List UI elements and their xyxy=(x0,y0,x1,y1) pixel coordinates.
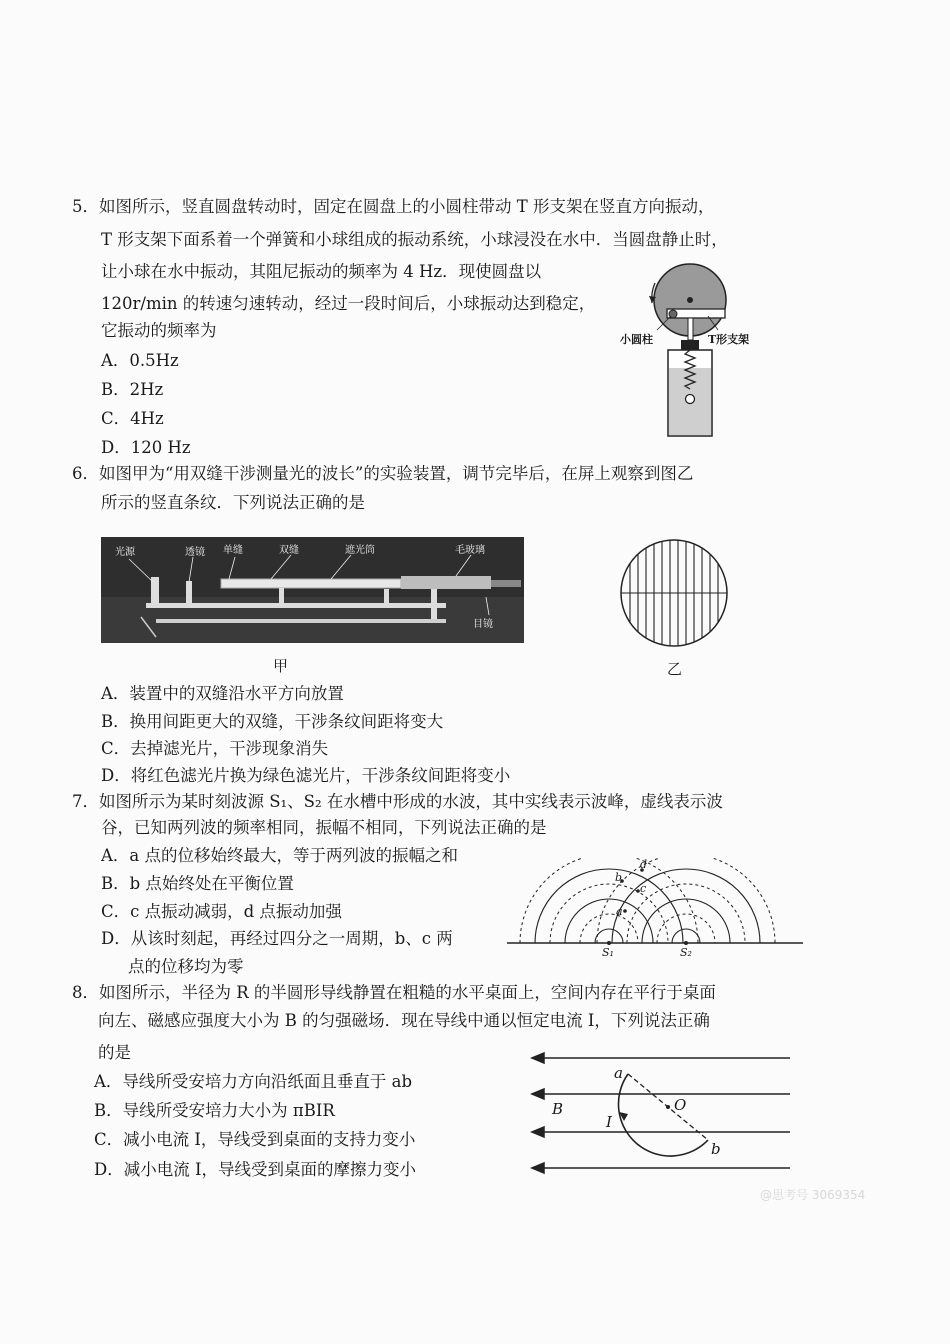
q7-option-b: B．b 点始终处在平衡位置 xyxy=(101,874,294,893)
q5-stem-line1: 5．如图所示，竖直圆盘转动时，固定在圆盘上的小圆柱带动 T 形支架在竖直方向振动， xyxy=(72,197,715,216)
q6-option-b: B．换用间距更大的双缝，干涉条纹间距将变大 xyxy=(101,712,444,731)
q8-label-o: O xyxy=(674,1096,687,1114)
q7-label-s1: S₁ xyxy=(602,946,614,959)
q8-option-c: C．减小电流 I，导线受到桌面的支持力变小 xyxy=(94,1130,416,1149)
q6-option-a: A．装置中的双缝沿水平方向放置 xyxy=(101,684,344,703)
q7-stem-line2: 谷，已知两列波的频率相同，振幅不相同，下列说法正确的是 xyxy=(101,818,547,837)
q7-label-d: d xyxy=(640,858,648,871)
q6-fringe-pattern-figure xyxy=(608,537,742,649)
q6-photo-label-single-slit: 单缝 xyxy=(223,545,243,556)
q7-label-c: c xyxy=(640,882,647,895)
q6-option-d: D．将红色滤光片换为绿色滤光片，干涉条纹间距将变小 xyxy=(101,766,511,785)
q6-photo-label-ground-glass: 毛玻璃 xyxy=(455,545,485,556)
q6-option-c: C．去掉滤光片，干涉现象消失 xyxy=(101,739,329,758)
q7-option-d-continued: 点的位移均为零 xyxy=(128,957,244,976)
q5-disk-apparatus-figure xyxy=(615,258,775,440)
q5-stem-line3: 让小球在水中振动，其阻尼振动的频率为 4 Hz．现使圆盘以 xyxy=(101,262,542,281)
q8-stem-line3: 的是 xyxy=(98,1043,131,1062)
q7-option-d: D．从该时刻起，再经过四分之一周期，b、c 两 xyxy=(101,929,453,948)
q6-stem-line2: 所示的竖直条纹．下列说法正确的是 xyxy=(101,493,365,512)
q6-caption-jia: 甲 xyxy=(273,657,289,675)
q8-label-a: a xyxy=(614,1064,623,1082)
q6-stem-line1: 6．如图甲为“用双缝干涉测量光的波长”的实验装置，调节完毕后，在屏上观察到图乙 xyxy=(72,464,694,483)
q8-stem-line2: 向左、磁感应强度大小为 B 的匀强磁场．现在导线中通以恒定电流 I，下列说法正确 xyxy=(98,1011,710,1030)
q8-option-b: B．导线所受安培力大小为 πBIR xyxy=(94,1101,335,1120)
q5-label-cylinder: 小圆柱 xyxy=(620,333,653,346)
q6-caption-yi: 乙 xyxy=(667,660,683,678)
q6-photo-label-light-source: 光源 xyxy=(115,547,135,558)
q7-wave-interference-figure xyxy=(505,858,805,966)
q7-label-s2: S₂ xyxy=(680,946,692,959)
q8-stem-line1: 8．如图所示，半径为 R 的半圆形导线静置在粗糙的水平桌面上，空间内存在平行于桌面 xyxy=(72,983,716,1002)
q7-option-c: C．c 点振动减弱，d 点振动加强 xyxy=(101,902,342,921)
q5-label-t-bracket: T形支架 xyxy=(708,333,750,346)
q7-label-b: b xyxy=(615,871,623,884)
q6-photo-label-eyepiece: 目镜 xyxy=(473,619,493,630)
q6-photo-label-tube: 遮光筒 xyxy=(345,545,375,556)
q5-option-b: B．2Hz xyxy=(101,380,164,399)
q5-option-a: A．0.5Hz xyxy=(101,351,179,370)
q8-option-a: A．导线所受安培力方向沿纸面且垂直于 ab xyxy=(94,1072,413,1091)
watermark: @思考号 3069354 xyxy=(760,1188,866,1202)
q5-stem-line4: 120r/min 的转速匀速转动，经过一段时间后，小球振动达到稳定， xyxy=(101,294,596,313)
q8-label-b: b xyxy=(711,1140,721,1158)
q5-option-c: C．4Hz xyxy=(101,409,164,428)
q7-stem-line1: 7．如图所示为某时刻波源 S₁、S₂ 在水槽中形成的水波，其中实线表示波峰，虚线表示波 xyxy=(72,792,723,811)
q7-option-a: A．a 点的位移始终最大，等于两列波的振幅之和 xyxy=(101,846,458,865)
q8-option-d: D．减小电流 I，导线受到桌面的摩擦力变小 xyxy=(94,1160,416,1179)
q5-option-d: D．120 Hz xyxy=(101,438,191,457)
q6-photo-label-lens: 透镜 xyxy=(185,547,205,558)
q5-stem-line2: T 形支架下面系着一个弹簧和小球组成的振动系统，小球浸没在水中．当圆盘静止时， xyxy=(101,230,728,249)
q8-magnetic-field-figure xyxy=(528,1048,800,1176)
q6-apparatus-photo xyxy=(101,537,524,643)
q8-label-current-i: I xyxy=(606,1113,612,1131)
q5-stem-line5: 它振动的频率为 xyxy=(101,321,217,340)
q8-label-field-b: B xyxy=(552,1100,564,1118)
q6-photo-label-double-slit: 双缝 xyxy=(279,545,299,556)
q7-label-a: a xyxy=(616,905,623,918)
